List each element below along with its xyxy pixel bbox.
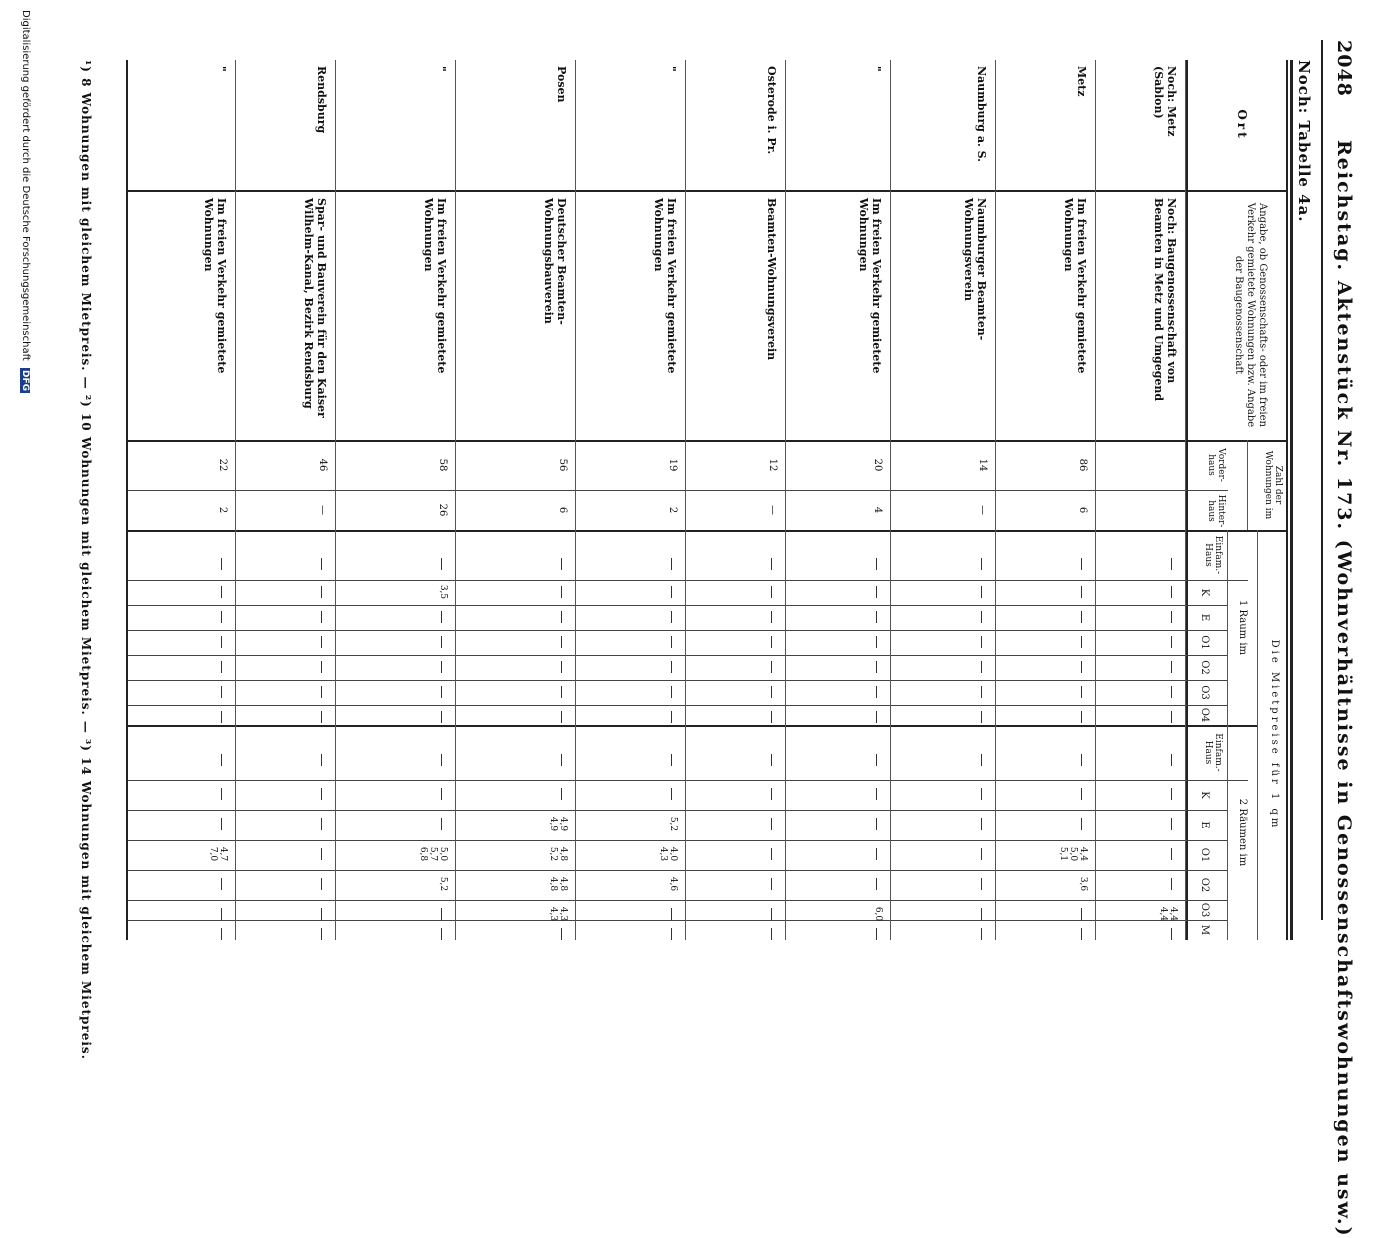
empty-dash (876, 848, 877, 860)
sub-o3-1: O3 (1199, 685, 1210, 700)
empty-dash (321, 586, 322, 598)
empty-dash (561, 586, 562, 598)
empty-dash (441, 711, 442, 723)
empty-dash (981, 754, 982, 766)
price-cell: 4,0 4,3 (658, 846, 678, 862)
header-rule (1321, 40, 1323, 920)
row-ort: " (435, 66, 448, 72)
price-cell: 3,5 (438, 584, 448, 600)
empty-dash (221, 754, 222, 766)
empty-dash (221, 611, 222, 623)
empty-dash (1081, 711, 1082, 723)
empty-dash (876, 586, 877, 598)
row-ort: Noch: Metz (Sablon) (1152, 66, 1178, 137)
empty-dash (441, 754, 442, 766)
row-divider (575, 60, 576, 940)
empty-dash (221, 636, 222, 648)
empty-dash (1081, 586, 1082, 598)
empty-dash (671, 611, 672, 623)
row-ort: " (215, 66, 228, 72)
row-divider (995, 60, 996, 940)
empty-dash (221, 908, 222, 920)
empty-dash (1081, 754, 1082, 766)
empty-dash (441, 908, 442, 920)
price-cell: 4,3 4,3 (548, 906, 568, 922)
column-header-ort: Ort (1235, 109, 1249, 141)
row-ort: Posen (555, 66, 568, 103)
sub-k-1: K (1199, 588, 1210, 597)
empty-dash (1171, 754, 1172, 766)
empty-dash (221, 586, 222, 598)
row-description: Deutscher Beamten-Wohnungsbauverein (542, 198, 568, 325)
empty-dash (876, 558, 877, 570)
empty-dash (561, 558, 562, 570)
empty-dash (876, 754, 877, 766)
empty-dash (671, 586, 672, 598)
price-cell: 5,0 5,7 6,8 (418, 846, 448, 862)
empty-dash (876, 818, 877, 830)
row-description: Naumburger Beamten-Wohnungsverein (962, 198, 988, 341)
row-vorderhaus: 12 (767, 458, 778, 472)
empty-dash (221, 711, 222, 723)
price-cell: 5,2 (438, 876, 448, 892)
empty-dash (671, 908, 672, 920)
empty-dash (441, 686, 442, 698)
page-title: Reichstag. Aktenstück Nr. 173. (Wohnverhältnisse in Genossenschaftswohnungen usw.) (1333, 140, 1355, 1238)
column-header-zahl: Zahl der Wohnungen im (1263, 450, 1283, 520)
column-header-vorderhaus: Vorder-haus (1206, 448, 1226, 482)
row-vorderhaus: 58 (437, 458, 448, 472)
row-ort: Rendsburg (315, 66, 328, 134)
empty-dash (771, 928, 772, 940)
empty-dash (671, 661, 672, 673)
row-description: Spar- und Bauverein für den Kaiser Wilhelm-Kanal, Bezirk Rendsburg (302, 198, 328, 418)
empty-dash (671, 754, 672, 766)
empty-dash (441, 928, 442, 940)
row-description: Im freien Verkehr gemietete Wohnungen (422, 198, 448, 374)
empty-dash (981, 908, 982, 920)
empty-dash (1171, 661, 1172, 673)
empty-dash (441, 818, 442, 830)
empty-dash (1171, 611, 1172, 623)
empty-dash (441, 611, 442, 623)
empty-dash (441, 788, 442, 800)
row-hinterhaus: — (767, 505, 778, 515)
sub-k-2: K (1199, 791, 1210, 799)
empty-dash (771, 848, 772, 860)
row-hinterhaus: 2 (217, 506, 228, 514)
empty-dash (1081, 636, 1082, 648)
row-description: Im freien Verkehr gemietete Wohnungen (652, 198, 678, 374)
empty-dash (1171, 586, 1172, 598)
row-hinterhaus: 26 (437, 503, 448, 517)
empty-dash (771, 908, 772, 920)
page-number: 2048 (1333, 40, 1355, 97)
row-divider (455, 60, 456, 940)
column-header-raum1: 1 Raum im (1237, 599, 1248, 656)
empty-dash (981, 636, 982, 648)
price-cell: 3,6 (1078, 876, 1088, 892)
row-divider (890, 60, 891, 940)
sub-e-2: E (1199, 821, 1210, 829)
row-hinterhaus: 4 (872, 506, 883, 514)
row-description: Beamten-Wohnungsverein (765, 198, 778, 361)
empty-dash (981, 788, 982, 800)
row-divider (1095, 60, 1096, 940)
empty-dash (321, 878, 322, 890)
empty-dash (321, 686, 322, 698)
empty-dash (771, 558, 772, 570)
empty-dash (981, 661, 982, 673)
empty-dash (671, 788, 672, 800)
column-header-raum2: 2 Räumen im (1237, 798, 1248, 867)
empty-dash (321, 558, 322, 570)
table-top-rule (1290, 60, 1293, 940)
rent-table (128, 60, 1288, 940)
row-description: Im freien Verkehr gemietete Wohnungen (202, 198, 228, 374)
empty-dash (321, 928, 322, 940)
empty-dash (771, 818, 772, 830)
row-vorderhaus: 46 (317, 458, 328, 472)
empty-dash (981, 611, 982, 623)
sub-o1-1: O1 (1199, 635, 1210, 650)
empty-dash (441, 661, 442, 673)
column-header-hinterhaus: Hinter-haus (1206, 494, 1226, 528)
sub-o2-2: O2 (1199, 877, 1210, 893)
empty-dash (221, 818, 222, 830)
price-cell: 4,4 5,0 5,1 (1058, 846, 1088, 862)
empty-dash (221, 788, 222, 800)
empty-dash (561, 686, 562, 698)
row-divider (335, 60, 336, 940)
empty-dash (561, 754, 562, 766)
empty-dash (321, 636, 322, 648)
column-header-einfam-1: Einfam.-Haus (1203, 535, 1223, 575)
row-vorderhaus: 22 (217, 458, 228, 472)
empty-dash (1171, 636, 1172, 648)
empty-dash (321, 661, 322, 673)
empty-dash (671, 558, 672, 570)
empty-dash (441, 636, 442, 648)
price-cell: 4,8 5,2 (548, 846, 568, 862)
empty-dash (876, 686, 877, 698)
empty-dash (771, 586, 772, 598)
empty-dash (1081, 661, 1082, 673)
price-cell: 4,7 7,0 (208, 846, 228, 862)
empty-dash (771, 686, 772, 698)
empty-dash (1171, 928, 1172, 940)
footnote: ¹) 8 Wohnungen mit gleichem Mietpreis. — ²) 10 Wohnungen mit gleichem Mietpreis. — ³) 14 Wohnungen mit gleichem Mietpreis. (79, 60, 93, 1060)
row-ort: Osterode i. Pr. (765, 66, 778, 155)
empty-dash (981, 558, 982, 570)
column-header-mietpreise: Die Mietpreise für 1 qm (1269, 639, 1280, 831)
empty-dash (1081, 908, 1082, 920)
empty-dash (981, 711, 982, 723)
row-divider (1185, 60, 1186, 940)
empty-dash (1081, 611, 1082, 623)
empty-dash (981, 878, 982, 890)
empty-dash (876, 661, 877, 673)
empty-dash (561, 661, 562, 673)
row-vorderhaus: 20 (872, 458, 883, 472)
empty-dash (981, 586, 982, 598)
empty-dash (1081, 686, 1082, 698)
empty-dash (1081, 558, 1082, 570)
empty-dash (1081, 928, 1082, 940)
empty-dash (221, 661, 222, 673)
empty-dash (321, 611, 322, 623)
price-cell: 4,9 4,9 (548, 816, 568, 832)
sub-e-1: E (1199, 613, 1210, 622)
empty-dash (561, 788, 562, 800)
empty-dash (221, 928, 222, 940)
row-divider (235, 60, 236, 940)
empty-dash (771, 788, 772, 800)
price-cell: 6,0 (873, 906, 883, 922)
empty-dash (981, 928, 982, 940)
empty-dash (1081, 818, 1082, 830)
empty-dash (441, 558, 442, 570)
empty-dash (561, 636, 562, 648)
empty-dash (1171, 686, 1172, 698)
sub-o4-1: O4 (1199, 707, 1210, 723)
empty-dash (671, 686, 672, 698)
empty-dash (671, 711, 672, 723)
row-vorderhaus: 56 (557, 458, 568, 472)
empty-dash (321, 788, 322, 800)
empty-dash (876, 878, 877, 890)
empty-dash (321, 908, 322, 920)
empty-dash (221, 878, 222, 890)
row-vorderhaus: 86 (1077, 458, 1088, 472)
empty-dash (981, 686, 982, 698)
price-cell: 5,2 (668, 816, 678, 832)
empty-dash (876, 711, 877, 723)
empty-dash (321, 818, 322, 830)
empty-dash (221, 686, 222, 698)
row-hinterhaus: 6 (1077, 506, 1088, 514)
dfg-logo: DFG (20, 370, 30, 392)
empty-dash (1171, 788, 1172, 800)
column-header-einfam-2: Einfam.-Haus (1203, 733, 1223, 772)
sub-o1-2: O1 (1199, 847, 1210, 863)
empty-dash (771, 611, 772, 623)
empty-dash (321, 754, 322, 766)
empty-dash (561, 611, 562, 623)
digitization-credit (20, 10, 31, 393)
empty-dash (876, 611, 877, 623)
empty-dash (1171, 878, 1172, 890)
empty-dash (876, 928, 877, 940)
row-divider (685, 60, 686, 940)
empty-dash (561, 711, 562, 723)
row-ort: " (665, 66, 678, 72)
credit-text: Digitalisierung gefördert durch die Deutsche Forschungsgemeinschaft (20, 10, 31, 361)
empty-dash (981, 848, 982, 860)
price-cell: 4,6 (668, 876, 678, 892)
empty-dash (876, 788, 877, 800)
empty-dash (1081, 788, 1082, 800)
empty-dash (1171, 711, 1172, 723)
price-cell: 4,8 4,8 (548, 876, 568, 892)
empty-dash (981, 818, 982, 830)
row-divider (785, 60, 786, 940)
row-hinterhaus: — (977, 505, 988, 515)
row-ort: " (870, 66, 883, 72)
empty-dash (771, 661, 772, 673)
row-ort: Naumburg a. S. (975, 66, 988, 162)
table-subtitle: Noch: Tabelle 4a. (1295, 60, 1313, 223)
empty-dash (671, 928, 672, 940)
empty-dash (771, 754, 772, 766)
row-description: Noch: Baugenossenschaft von Beamten in Metz und Umgegend (1152, 198, 1178, 402)
empty-dash (561, 928, 562, 940)
row-ort: Metz (1075, 66, 1088, 97)
empty-dash (321, 848, 322, 860)
column-header-angabe: Angabe, ob Genossenschafts- oder im freien Verkehr gemietete Wohnungen bzw. Angabe der Baugenossenschaft (1233, 202, 1268, 428)
sub-o3-2: O3 (1199, 902, 1210, 918)
sub-m-2: M (1199, 924, 1210, 936)
empty-dash (876, 636, 877, 648)
empty-dash (1171, 848, 1172, 860)
row-hinterhaus: 2 (667, 506, 678, 514)
empty-dash (771, 878, 772, 890)
empty-dash (221, 558, 222, 570)
empty-dash (671, 636, 672, 648)
row-hinterhaus: 6 (557, 506, 568, 514)
row-hinterhaus: — (317, 505, 328, 515)
price-cell: 4,4 4,4 (1158, 906, 1178, 922)
empty-dash (321, 711, 322, 723)
empty-dash (1171, 818, 1172, 830)
row-description: Im freien Verkehr gemietete Wohnungen (857, 198, 883, 374)
empty-dash (771, 636, 772, 648)
row-vorderhaus: 14 (977, 458, 988, 472)
empty-dash (1171, 558, 1172, 570)
row-vorderhaus: 19 (667, 458, 678, 472)
empty-dash (771, 711, 772, 723)
sub-o2-1: O2 (1199, 660, 1210, 675)
row-description: Im freien Verkehr gemietete Wohnungen (1062, 198, 1088, 374)
